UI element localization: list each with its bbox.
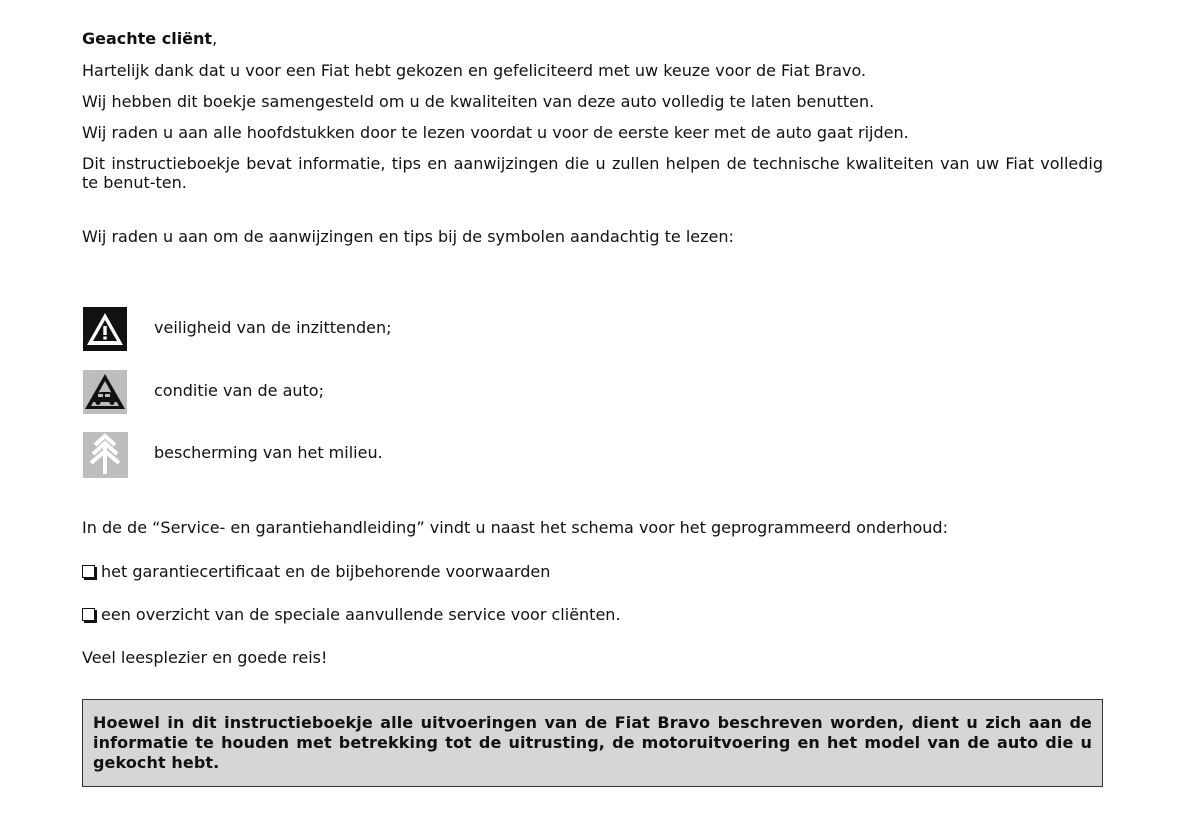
symbol-row-car (82, 369, 782, 417)
service-item-text: het garantiecertificaat en de bijbehorende voorwaarden (101, 562, 551, 581)
service-item (82, 605, 621, 625)
manual-page (82, 0, 1103, 823)
symbol-row-environment (82, 431, 782, 479)
symbol-row-safety (82, 306, 782, 354)
symbol-label-environment: bescherming van het milieu. (154, 443, 383, 462)
notice-text: Hoewel in dit instructieboekje alle uitvoeringen van de Fiat Bravo beschreven worden, dient u zich aan de informatie te houden met betrekking tot de uitrusting, de motoruitvoering en het model van de auto die u gekocht hebt. (93, 713, 1092, 772)
intro-line-1: Hartelijk dank dat u voor een Fiat hebt gekozen en gefeliciteerd met uw keuze voor de Fiat Bravo. (82, 61, 867, 80)
checkbox-bullet-icon (82, 565, 95, 578)
greeting-comma: , (212, 29, 218, 48)
intro-line-3: Wij raden u aan alle hoofdstukken door te lezen voordat u voor de eerste keer met de auto gaat rijden. (82, 123, 909, 142)
car-triangle-icon (82, 369, 130, 417)
intro-line-2: Wij hebben dit boekje samengesteld om u de kwaliteiten van deze auto volledig te laten benutten. (82, 92, 875, 111)
symbol-label-safety: veiligheid van de inzittenden; (154, 318, 392, 337)
notice-box (82, 699, 1103, 787)
checkbox-bullet-icon (82, 608, 95, 621)
greeting-salutation: Geachte cliënt (82, 29, 213, 48)
service-intro: In de de “Service- en garantiehandleiding” vindt u naast het schema voor het geprogrammeerd onderhoud: (82, 518, 948, 537)
tree-icon (82, 431, 130, 479)
warning-triangle-icon (82, 306, 130, 354)
intro-line-4: Dit instructieboekje bevat informatie, tips en aanwijzingen die u zullen helpen de technische kwaliteiten van uw Fiat volledig te benut-ten. (82, 154, 1103, 192)
greeting (82, 29, 217, 49)
symbol-label-car: conditie van de auto; (154, 381, 324, 400)
service-item (82, 562, 550, 582)
service-item-text: een overzicht van de speciale aanvullende service voor cliënten. (101, 605, 621, 624)
symbols-intro: Wij raden u aan om de aanwijzingen en tips bij de symbolen aandachtig te lezen: (82, 227, 734, 246)
closing-line: Veel leesplezier en goede reis! (82, 648, 328, 667)
